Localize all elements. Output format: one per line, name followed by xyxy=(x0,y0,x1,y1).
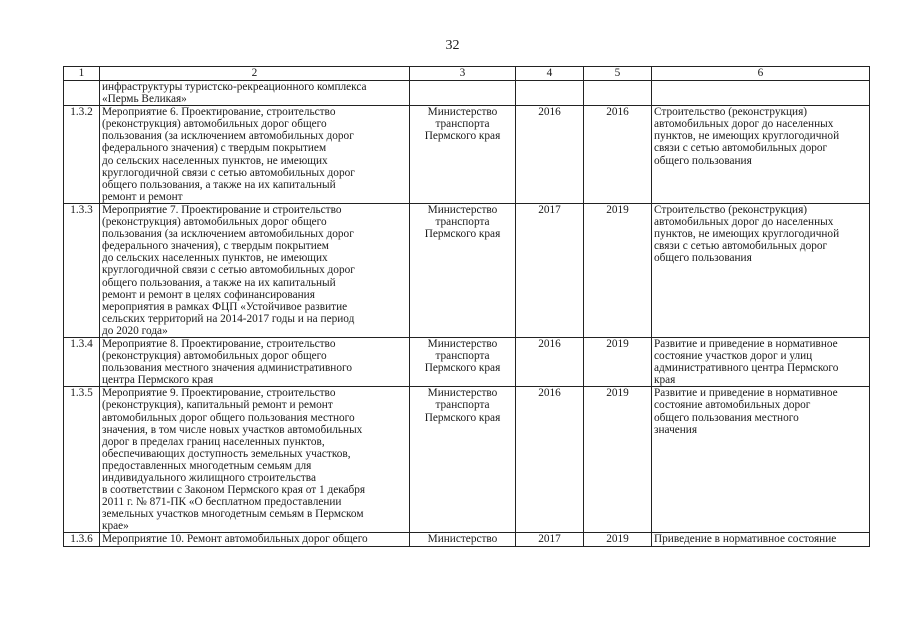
cell-activity-description xyxy=(100,81,410,106)
result-line: автомобильных дорог до населенных xyxy=(654,118,834,131)
description-line: Мероприятие 9. Проектирование, строительство xyxy=(102,387,336,400)
result-line: общего пользования xyxy=(654,252,752,265)
cell-responsible-executor xyxy=(410,387,516,533)
cell-item-number: 1.3.6 xyxy=(64,533,100,546)
header-cell-number: 1 xyxy=(64,67,100,81)
executor-line: транспорта xyxy=(435,350,490,363)
description-line: круглогодичной связи с сетью автомобильных дорог xyxy=(102,264,355,277)
result-line: пунктов, не имеющих круглогодичной xyxy=(654,228,840,241)
description-line: общего пользования, а также на их капитальный xyxy=(102,276,336,289)
description-line: индивидуального жилищного строительства xyxy=(102,472,317,484)
cell-expected-result xyxy=(652,533,870,546)
cell-end-year xyxy=(584,81,652,106)
executor-line: транспорта xyxy=(435,399,490,412)
description-line: центра Пермского края xyxy=(102,374,214,387)
cell-start-year: 2017 xyxy=(516,203,584,337)
description-line: федерального значения), с твердым покрытием xyxy=(102,240,329,253)
page-number: 32 xyxy=(445,38,460,53)
description-line: предоставленных многодетным семьям для xyxy=(102,459,312,472)
cell-responsible-executor xyxy=(410,533,516,546)
executor-line: Пермского края xyxy=(424,130,501,143)
table-row xyxy=(64,106,870,204)
description-line: круглогодичной связи с сетью автомобильных дорог xyxy=(102,166,355,179)
cell-start-year: 2016 xyxy=(516,337,584,386)
result-line: административного центра Пермского xyxy=(654,362,839,375)
description-line: в соответствии с Законом Пермского края от 1 декабря xyxy=(102,484,366,497)
description-line: инфраструктуры туристско-рекреационного комплекса xyxy=(102,81,367,93)
cell-item-number xyxy=(64,81,100,106)
cell-item-number: 1.3.4 xyxy=(64,337,100,386)
description-line: пользования (за исключением автомобильных дорог xyxy=(102,130,354,143)
cell-activity-description xyxy=(100,203,410,337)
cell-end-year: 2019 xyxy=(584,387,652,533)
description-line: сельских территорий на 2014-2017 годы и на период xyxy=(102,312,355,325)
description-line: обеспечивающих доступность земельных участков, xyxy=(102,447,351,460)
result-line: состояние участков дорог и улиц xyxy=(654,350,813,363)
header-cell-end: 5 xyxy=(584,67,652,81)
description-line: «Пермь Великая» xyxy=(102,93,187,106)
description-line: Мероприятие 10. Ремонт автомобильных дорог общего xyxy=(102,533,368,546)
result-line: Развитие и приведение в нормативное xyxy=(654,387,838,400)
description-line: до сельских населенных пунктов, не имеющих xyxy=(102,252,328,265)
cell-start-year: 2016 xyxy=(516,106,584,204)
header-cell-result: 6 xyxy=(652,67,870,81)
executor-line: Пермского края xyxy=(424,228,501,241)
result-line: общего пользования местного xyxy=(654,411,799,424)
cell-start-year xyxy=(516,81,584,106)
cell-expected-result xyxy=(652,337,870,386)
description-line: Мероприятие 6. Проектирование, строительство xyxy=(102,106,336,119)
description-line: ремонт и ремонт в целях софинансирования xyxy=(102,288,315,301)
result-line: автомобильных дорог до населенных xyxy=(654,216,834,229)
description-line: Мероприятие 7. Проектирование и строительство xyxy=(102,203,342,216)
table-row xyxy=(64,387,870,533)
executor-line: Министерство xyxy=(427,533,498,546)
table-row xyxy=(64,533,870,546)
result-line: связи с сетью автомобильных дорог xyxy=(654,142,828,155)
description-line: мероприятия в рамках ФЦП «Устойчивое развитие xyxy=(102,300,348,313)
cell-end-year: 2019 xyxy=(584,533,652,546)
cell-expected-result xyxy=(652,203,870,337)
description-line: земельных участков многодетным семьям в Пермском xyxy=(102,508,364,521)
executor-line: транспорта xyxy=(435,118,490,131)
table-header-row xyxy=(64,67,870,81)
description-line: (реконструкция) автомобильных дорог общего xyxy=(102,216,327,229)
cell-expected-result xyxy=(652,81,870,106)
description-line: крае» xyxy=(102,520,129,533)
executor-line: Министерство xyxy=(427,106,498,119)
cell-expected-result xyxy=(652,106,870,204)
cell-activity-description xyxy=(100,387,410,533)
description-line: дорог в пределах границ населенных пунктов, xyxy=(102,435,325,448)
program-table xyxy=(63,66,870,547)
executor-line: Министерство xyxy=(427,203,498,216)
result-line: связи с сетью автомобильных дорог xyxy=(654,240,828,253)
result-line: состояние автомобильных дорог xyxy=(654,399,811,412)
description-line: пользования (за исключением автомобильных дорог xyxy=(102,228,354,241)
cell-end-year: 2019 xyxy=(584,203,652,337)
cell-start-year: 2016 xyxy=(516,387,584,533)
cell-activity-description xyxy=(100,106,410,204)
result-line: Строительство (реконструкция) xyxy=(654,106,808,119)
cell-item-number: 1.3.2 xyxy=(64,106,100,204)
table-row xyxy=(64,337,870,386)
cell-start-year: 2017 xyxy=(516,533,584,546)
description-line: ремонт и ремонт xyxy=(102,190,183,203)
program-table-body xyxy=(64,67,870,547)
description-line: пользования местного значения административного xyxy=(102,362,352,375)
executor-line: Министерство xyxy=(427,387,498,400)
table-row xyxy=(64,203,870,337)
result-line: Приведение в нормативное состояние xyxy=(654,533,837,546)
cell-activity-description xyxy=(100,337,410,386)
header-cell-start: 4 xyxy=(516,67,584,81)
description-line: (реконструкция) автомобильных дорог общего xyxy=(102,118,327,131)
cell-activity-description xyxy=(100,533,410,546)
description-line: значения, в том числе новых участков автомобильных xyxy=(102,423,363,436)
result-line: Строительство (реконструкция) xyxy=(654,203,808,216)
cell-end-year: 2019 xyxy=(584,337,652,386)
result-line: края xyxy=(654,374,676,387)
header-cell-executor: 3 xyxy=(410,67,516,81)
cell-responsible-executor xyxy=(410,203,516,337)
description-line: (реконструкция) автомобильных дорог общего xyxy=(102,350,327,363)
cell-item-number: 1.3.3 xyxy=(64,203,100,337)
result-line: пунктов, не имеющих круглогодичной xyxy=(654,130,840,143)
cell-responsible-executor xyxy=(410,81,516,106)
result-line: общего пользования xyxy=(654,154,752,167)
table-row xyxy=(64,81,870,106)
cell-responsible-executor xyxy=(410,106,516,204)
cell-item-number: 1.3.5 xyxy=(64,387,100,533)
result-line: Развитие и приведение в нормативное xyxy=(654,337,838,350)
description-line: до сельских населенных пунктов, не имеющих xyxy=(102,154,328,167)
description-line: общего пользования, а также на их капитальный xyxy=(102,178,336,191)
executor-line: Министерство xyxy=(427,337,498,350)
description-line: (реконструкция), капитальный ремонт и ремонт xyxy=(102,399,333,412)
executor-line: Пермского края xyxy=(424,362,501,375)
description-line: до 2020 года» xyxy=(102,324,168,337)
cell-expected-result xyxy=(652,387,870,533)
description-line: 2011 г. № 871-ПК «О бесплатном предоставлении xyxy=(102,496,342,509)
description-line: федерального значения) с твердым покрытием xyxy=(102,142,327,155)
description-line: автомобильных дорог общего пользования местного xyxy=(102,411,355,424)
result-line: значения xyxy=(654,423,698,436)
cell-end-year: 2016 xyxy=(584,106,652,204)
header-cell-description: 2 xyxy=(100,67,410,81)
executor-line: транспорта xyxy=(435,216,490,229)
cell-responsible-executor xyxy=(410,337,516,386)
description-line: Мероприятие 8. Проектирование, строительство xyxy=(102,337,336,350)
executor-line: Пермского края xyxy=(424,411,501,424)
